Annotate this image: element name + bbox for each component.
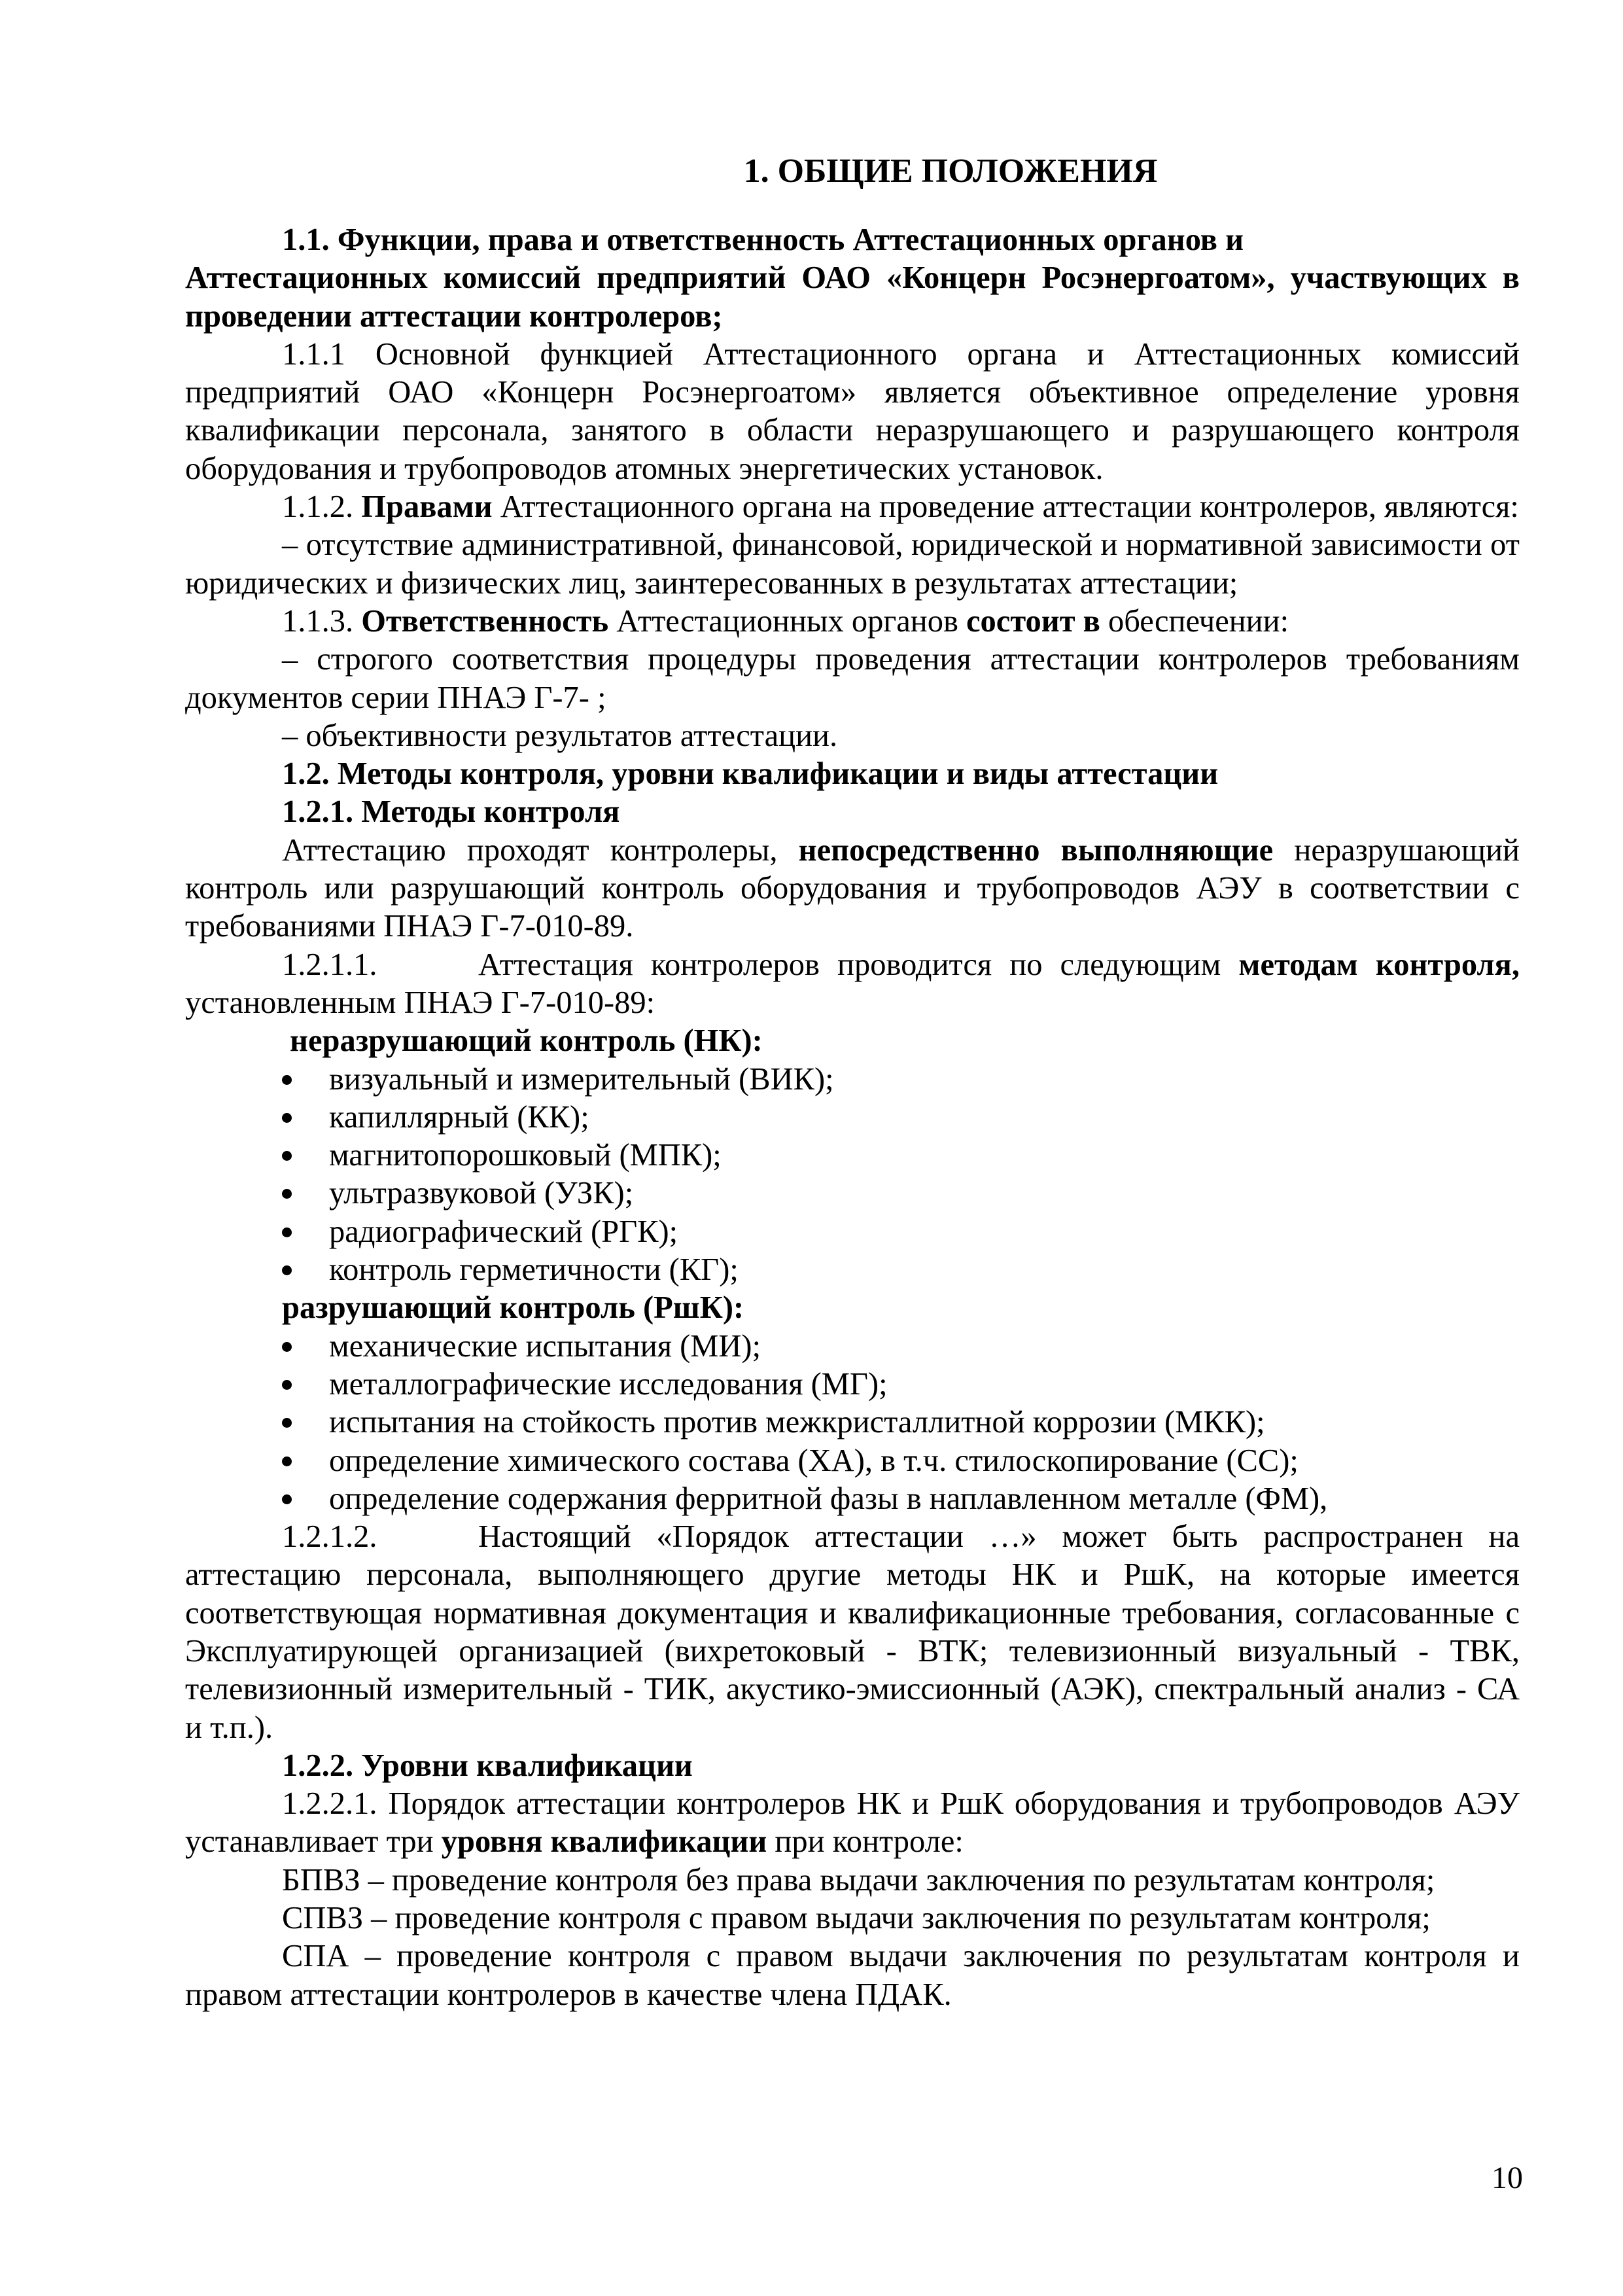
p1212-number: 1.2.1.2. — [282, 1519, 377, 1555]
p112-number: 1.1.2. — [282, 489, 362, 525]
heading-1-2-1: 1.2.1. Методы контроля — [282, 794, 620, 830]
rk-item — [185, 1480, 1520, 1518]
heading-1-2-2: 1.2.2. Уровни квалификации — [282, 1748, 693, 1783]
bullet-icon — [282, 1457, 292, 1466]
p112-text: Аттестационного органа на проведение аттестации контролеров, являются: — [492, 489, 1519, 525]
level-spa: СПА – проведение контроля с правом выдачи заключения по результатам контроля и правом аттестации контролеров в качестве члена ПДАК. — [185, 1939, 1520, 2012]
nk-list — [185, 1061, 1520, 1290]
p121-text-a: Аттестацию проходят контролеры, — [282, 832, 799, 868]
p1211-bold: методам контроля, — [1238, 947, 1520, 982]
p121-bold: непосредственно выполняющие — [798, 832, 1274, 868]
nk-item-text: визуальный и измерительный (ВИК); — [329, 1061, 834, 1097]
bullet-icon — [282, 1494, 292, 1504]
p113-text: обеспечении: — [1100, 603, 1289, 639]
rk-item — [185, 1404, 1520, 1441]
heading-1-1-cont: Аттестационных комиссий предприятий ОАО «Концерн Росэнергоатом», участвующих в проведении аттестации контролеров; — [185, 260, 1520, 334]
paragraph-1-2-1-2 — [185, 1518, 1520, 1747]
bullet-icon — [282, 1380, 292, 1390]
rk-item — [185, 1366, 1520, 1404]
bullet-icon — [282, 1075, 292, 1085]
p1221-text-a: 1.2.2.1. Порядок аттестации контролеров НК и РшК оборудования и трубопроводов АЭУ устанавливает три — [185, 1786, 1520, 1860]
level-bpvz: БПВЗ – проведение контроля без права выдачи заключения по результатам контроля; — [282, 1862, 1435, 1898]
nk-item-text: ультразвуковой (УЗК); — [329, 1176, 634, 1211]
bullet-icon — [282, 1342, 292, 1352]
p113-bold-2: состоит в — [966, 603, 1100, 639]
paragraph-1-1-3-item-1: – строгого соответствия процедуры проведения аттестации контролеров требованиям документов серии ПНАЭ Г-7- ; — [185, 642, 1520, 715]
section-title: 1. ОБЩИЕ ПОЛОЖЕНИЯ — [743, 152, 1158, 190]
rk-item-text: испытания на стойкость против межкристаллитной коррозии (МКК); — [329, 1405, 1265, 1440]
nk-item — [185, 1061, 1520, 1099]
paragraph-1-1-2 — [185, 488, 1520, 526]
p113-mid: Аттестационных органов — [608, 603, 967, 639]
nk-item-text: магнитопорошковый (МПК); — [329, 1138, 722, 1173]
bullet-icon — [282, 1418, 292, 1428]
nk-item-text: радиографический (РГК); — [329, 1214, 678, 1249]
rk-item-text: определение содержания ферритной фазы в наплавленном металле (ФМ), — [329, 1481, 1328, 1516]
p1211-text-a: Аттестация контролеров проводится по следующим — [478, 947, 1239, 982]
nk-item — [185, 1213, 1520, 1251]
page-body — [185, 150, 1520, 2014]
bullet-icon — [282, 1227, 292, 1237]
paragraph-1-2-1-1-cont: установленным ПНАЭ Г-7-010-89: — [185, 985, 655, 1020]
p1221-bold: уровня квалификации — [441, 1824, 767, 1860]
paragraph-1-2-1-1 — [185, 946, 1520, 984]
rk-item — [185, 1328, 1520, 1366]
rk-item-text: металлографические исследования (МГ); — [329, 1366, 888, 1402]
p113-number: 1.1.3. — [282, 603, 362, 639]
rk-item-text: механические испытания (МИ); — [329, 1328, 761, 1364]
heading-1-1: 1.1. Функции, права и ответственность Аттестационных органов и — [282, 222, 1244, 257]
paragraph-1-1-2-item: – отсутствие административной, финансовой, юридической и нормативной зависимости от юридических и физических лиц, заинтересованных в результатах аттестации; — [185, 527, 1520, 601]
nk-item — [185, 1174, 1520, 1212]
rk-item-text: определение химического состава (ХА), в т.ч. стилоскопирование (СС); — [329, 1443, 1299, 1478]
nk-item — [185, 1251, 1520, 1289]
page-number: 10 — [1492, 2161, 1523, 2195]
p1211-number: 1.2.1.1. — [282, 947, 377, 982]
nk-item-text: капиллярный (КК); — [329, 1099, 589, 1135]
rk-heading: разрушающий контроль (РшК): — [282, 1290, 744, 1326]
nk-item — [185, 1099, 1520, 1137]
level-spvz: СПВЗ – проведение контроля с правом выдачи заключения по результатам контроля; — [282, 1901, 1431, 1936]
bullet-icon — [282, 1265, 292, 1275]
nk-heading: неразрушающий контроль (НК): — [290, 1023, 763, 1059]
bullet-icon — [282, 1113, 292, 1123]
paragraph-1-1-3-item-2: – объективности результатов аттестации. — [282, 718, 838, 753]
paragraph-1-1-3 — [185, 603, 1520, 641]
p1221-text-b: при контроле: — [767, 1824, 964, 1860]
rk-list — [185, 1328, 1520, 1518]
bullet-icon — [282, 1189, 292, 1199]
p112-bold: Правами — [361, 489, 493, 525]
paragraph-1-2-2-1 — [185, 1785, 1520, 1862]
nk-item — [185, 1137, 1520, 1174]
p121-text-b: неразрушающий контроль или разрушающий контроль оборудования и трубопроводов АЭУ в соответствии с требованиями ПНАЭ Г-7-010-89. — [185, 832, 1520, 944]
paragraph-1-1-1: 1.1.1 Основной функцией Аттестационного органа и Аттестационных комиссий предприятий ОАО «Концерн Росэнергоатом» является объективное определение уровня квалификации персонала, занятого в области неразрушающего и разрушающего контроля оборудования и трубопроводов атомных энергетических установок. — [185, 336, 1520, 486]
p113-bold-1: Ответственность — [361, 603, 609, 639]
paragraph-1-2-1 — [185, 832, 1520, 946]
nk-item-text: контроль герметичности (КГ); — [329, 1252, 739, 1288]
heading-1-2: 1.2. Методы контроля, уровни квалификации и виды аттестации — [282, 756, 1219, 792]
rk-item — [185, 1442, 1520, 1480]
bullet-icon — [282, 1151, 292, 1161]
p1212-text: Настоящий «Порядок аттестации …» может быть распространен на аттестацию персонала, выполняющего другие методы НК и РшК, на которые имеется соответствующая нормативная документация и квалификационные требования, согласованные с Эксплуатирующей организацией (вихретоковый - ВТК; телевизионный визуальный - ТВК, телевизионный измерительный - ТИК, акустико-эмиссионный (АЭК), спектральный анализ - СА и т.п.). — [185, 1519, 1520, 1745]
